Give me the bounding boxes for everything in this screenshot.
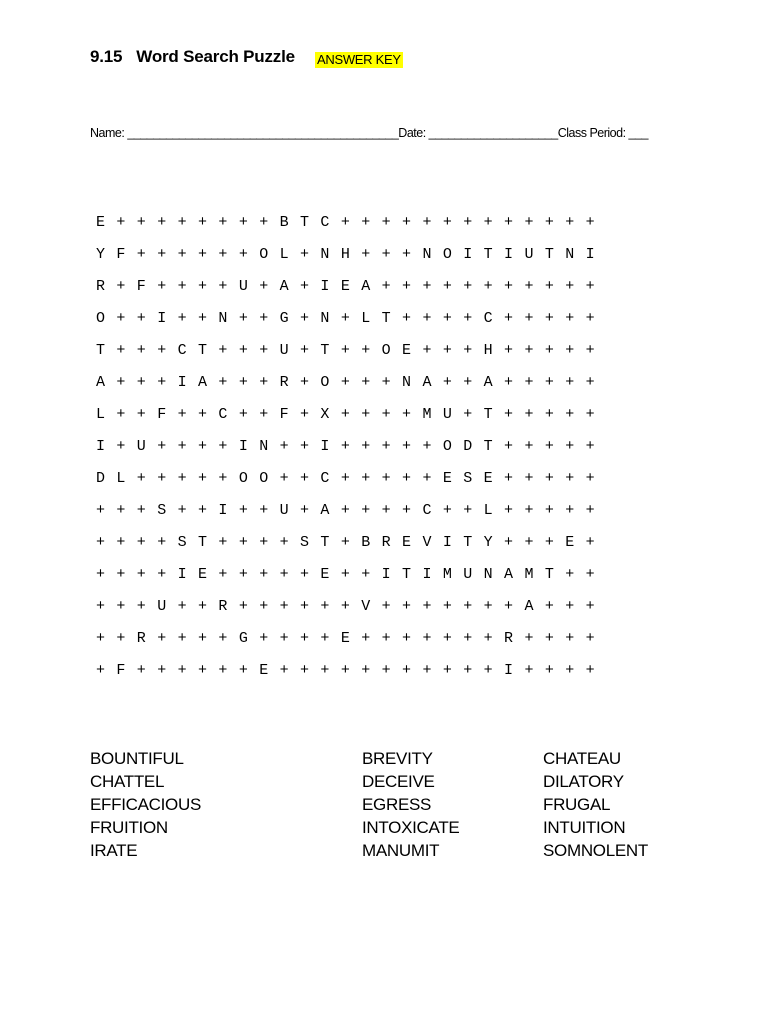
word-list-item: INTUITION bbox=[543, 818, 626, 837]
date-blank: ____________________ bbox=[428, 126, 558, 140]
word-list-column-1 bbox=[90, 747, 201, 862]
grid-row: + + + + I E + + + + + E + + I T I M U N A M T + + bbox=[96, 566, 596, 583]
grid-row: I + U + + + + I N + + I + + + + + O D T + + + + + bbox=[96, 438, 596, 455]
word-list-item: DILATORY bbox=[543, 772, 624, 791]
class-period-label: Class Period: bbox=[557, 126, 626, 140]
word-list-item: MANUMIT bbox=[362, 841, 440, 860]
grid-row: + F + + + + + + E + + + + + + + + + + + I + + + + bbox=[96, 662, 596, 679]
word-list-item: CHATEAU bbox=[543, 749, 621, 768]
word-list-column-2 bbox=[362, 747, 459, 862]
answer-key-label: ANSWER KEY bbox=[317, 52, 401, 67]
word-list-item: INTOXICATE bbox=[362, 818, 460, 837]
grid-row: A + + + I A + + + R + O + + + N A + + A + + + + + bbox=[96, 374, 596, 391]
name-label: Name: bbox=[90, 126, 125, 140]
grid-row: D L + + + + + O O + + C + + + + + E S E + + + + + bbox=[96, 470, 596, 487]
grid-row: R + F + + + + U + A + I E A + + + + + + + + + + + bbox=[96, 278, 596, 295]
grid-row: O + + I + + N + + G + N + L T + + + + C + + + + + bbox=[96, 310, 596, 327]
date-label: Date: bbox=[398, 126, 426, 140]
grid-row: + + + U + + R + + + + + + V + + + + + + + A + + + bbox=[96, 598, 596, 615]
word-list-item: BOUNTIFUL bbox=[90, 749, 184, 768]
grid-row: + + R + + + + G + + + + E + + + + + + + R + + + + bbox=[96, 630, 596, 647]
word-list-column-3 bbox=[543, 747, 648, 862]
word-list-item: SOMNOLENT bbox=[543, 841, 648, 860]
grid-row: L + + F + + C + + F + X + + + + M U + T + + + + + bbox=[96, 406, 596, 423]
word-list-item: CHATTEL bbox=[90, 772, 165, 791]
word-list-item: EGRESS bbox=[362, 795, 432, 814]
word-list-item: IRATE bbox=[90, 841, 138, 860]
grid-row: + + + + S T + + + + S T + B R E V I T Y + + + E + bbox=[96, 534, 596, 551]
name-blank: __________________________________________ bbox=[127, 126, 399, 140]
word-search-grid bbox=[96, 215, 596, 695]
page-title bbox=[90, 47, 295, 67]
grid-row: T + + + C T + + + U + T + + O E + + + H + + + + + bbox=[96, 342, 596, 359]
grid-row: Y F + + + + + + O L + N H + + + N O I T I U T N I bbox=[96, 246, 596, 263]
student-info-line bbox=[90, 126, 648, 140]
puzzle-number: 9.15 bbox=[90, 47, 123, 66]
grid-row: E + + + + + + + + B T C + + + + + + + + + + + + + bbox=[96, 214, 596, 231]
word-list-item: FRUITION bbox=[90, 818, 168, 837]
puzzle-title: Word Search Puzzle bbox=[136, 47, 295, 66]
grid-row: + + + S + + I + + U + A + + + + C + + L + + + + + bbox=[96, 502, 596, 519]
word-list-item: FRUGAL bbox=[543, 795, 611, 814]
word-list-item: EFFICACIOUS bbox=[90, 795, 201, 814]
class-period-blank: ___ bbox=[628, 126, 648, 140]
word-list-item: DECEIVE bbox=[362, 772, 435, 791]
word-list-item: BREVITY bbox=[362, 749, 433, 768]
